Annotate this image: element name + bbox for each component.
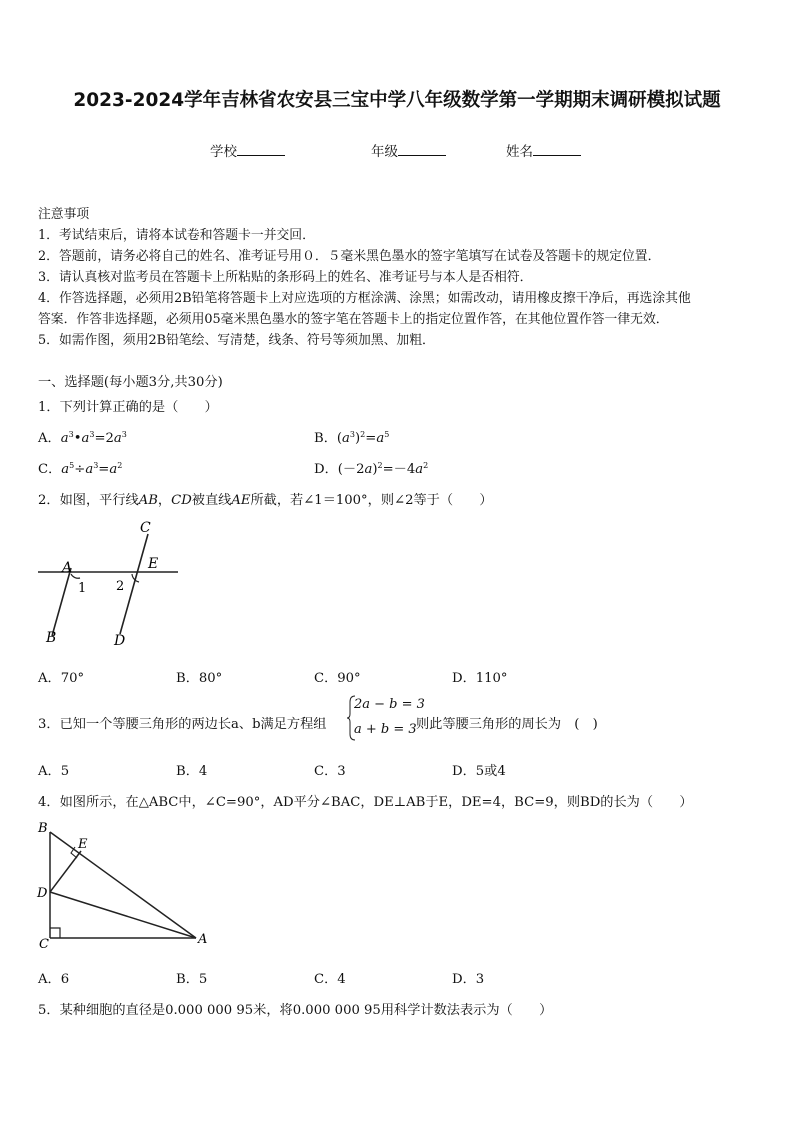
figure-label-d: D	[114, 633, 126, 649]
question-1-option-b: B．$(a^3)^2=a^5$	[314, 430, 390, 446]
grade-field	[371, 140, 446, 160]
figure-label-c: C	[39, 937, 49, 950]
grade-blank	[398, 143, 446, 156]
name-blank	[533, 143, 581, 156]
question-3-stem-a: 3．已知一个等腰三角形的两边长a、b满足方程组	[38, 717, 327, 732]
question-3-option-a: A．5	[38, 764, 70, 779]
grade-label: 年级	[371, 144, 398, 160]
name-field	[506, 140, 581, 160]
question-1-stem: 1．下列计算正确的是（ ）	[38, 400, 218, 415]
notice-item: 答案．作答非选择题，必须用05毫米黑色墨水的签字笔在答题卡上的指定位置作答，在其他位置作答一律无效．	[38, 312, 669, 327]
question-4-option-b: B．5	[176, 972, 208, 987]
question-1-option-c: C．$a^5\div a^3=a^2$	[38, 461, 123, 477]
figure-label-a: A	[198, 932, 208, 947]
notice-item: 4．作答选择题，必须用2B铅笔将答题卡上对应选项的方框涂满、涂黑；如需改动，请用橡皮擦干净后，再选涂其他	[38, 291, 691, 306]
question-4-option-c: C．4	[314, 972, 346, 987]
question-5-stem: 5．某种细胞的直径是0.000 000 95米，将0.000 000 95用科学计数法表示为（ ）	[38, 1003, 553, 1018]
figure-label-d: D	[37, 886, 48, 901]
question-3-option-c: C．3	[314, 764, 346, 779]
figure-label-e: E	[78, 837, 88, 852]
figure-label-b: B	[46, 630, 57, 646]
question-1-option-d: D．$(-2a)^2=-4a^2$	[314, 461, 429, 477]
parallel-lines-figure	[38, 518, 188, 653]
question-1-option-a: A．$a^3•a^3=2a^3$	[38, 430, 127, 446]
figure-label-b: B	[38, 821, 48, 836]
notice-heading: 注意事项	[38, 207, 90, 222]
figure-label-angle-2: 2	[116, 579, 125, 594]
question-2-option-d: D．110°	[452, 671, 508, 686]
notice-item: 3．请认真核对监考员在答题卡上所粘贴的条形码上的姓名、准考证号与本人是否相符．	[38, 270, 533, 285]
notice-item: 2．答题前，请务必将自己的姓名、准考证号用０．５毫米黑色墨水的签字笔填写在试卷及答题卡的规定位置．	[38, 249, 661, 264]
school-blank	[237, 143, 285, 156]
question-2-stem: 2．如图，平行线AB，CD被直线AE所截，若∠1＝100°，则∠2等于（ ）	[38, 493, 493, 508]
name-label: 姓名	[506, 144, 533, 160]
notice-item: 1．考试结束后，请将本试卷和答题卡一并交回．	[38, 228, 315, 243]
question-2-option-c: C．90°	[314, 671, 361, 686]
school-field	[210, 140, 285, 160]
page-title: 2023-2024学年吉林省农安县三宝中学八年级数学第一学期期末调研模拟试题	[73, 90, 721, 111]
question-2-option-a: A．70°	[38, 671, 85, 686]
equation-system	[346, 694, 425, 742]
question-4-option-d: D．3	[452, 972, 485, 987]
figure-label-c: C	[140, 520, 151, 536]
notice-item: 5．如需作图，须用2B铅笔绘、写清楚，线条、符号等须加黑、加粗．	[38, 333, 435, 348]
figure-label-e: E	[148, 556, 159, 572]
section-heading: 一、选择题(每小题3分,共30分)	[38, 375, 223, 390]
question-3-option-b: B．4	[176, 764, 208, 779]
figure-label-a: A	[62, 560, 73, 576]
right-triangle-figure	[36, 818, 216, 950]
school-label: 学校	[210, 144, 237, 160]
question-4-stem: 4．如图所示，在△ABC中，∠C=90°，AD平分∠BAC，DE⊥AB于E，DE=4，BC=9，则BD的长为（ ）	[38, 795, 693, 810]
question-3-stem-b: 则此等腰三角形的周长为 ( )	[416, 717, 598, 732]
equation-2: a + b = 3	[354, 722, 417, 737]
question-2-option-b: B．80°	[176, 671, 223, 686]
question-4-option-a: A．6	[38, 972, 70, 987]
equation-1: 2a − b = 3	[354, 697, 425, 712]
figure-label-angle-1: 1	[78, 581, 87, 596]
question-3-option-d: D．5或4	[452, 764, 506, 779]
